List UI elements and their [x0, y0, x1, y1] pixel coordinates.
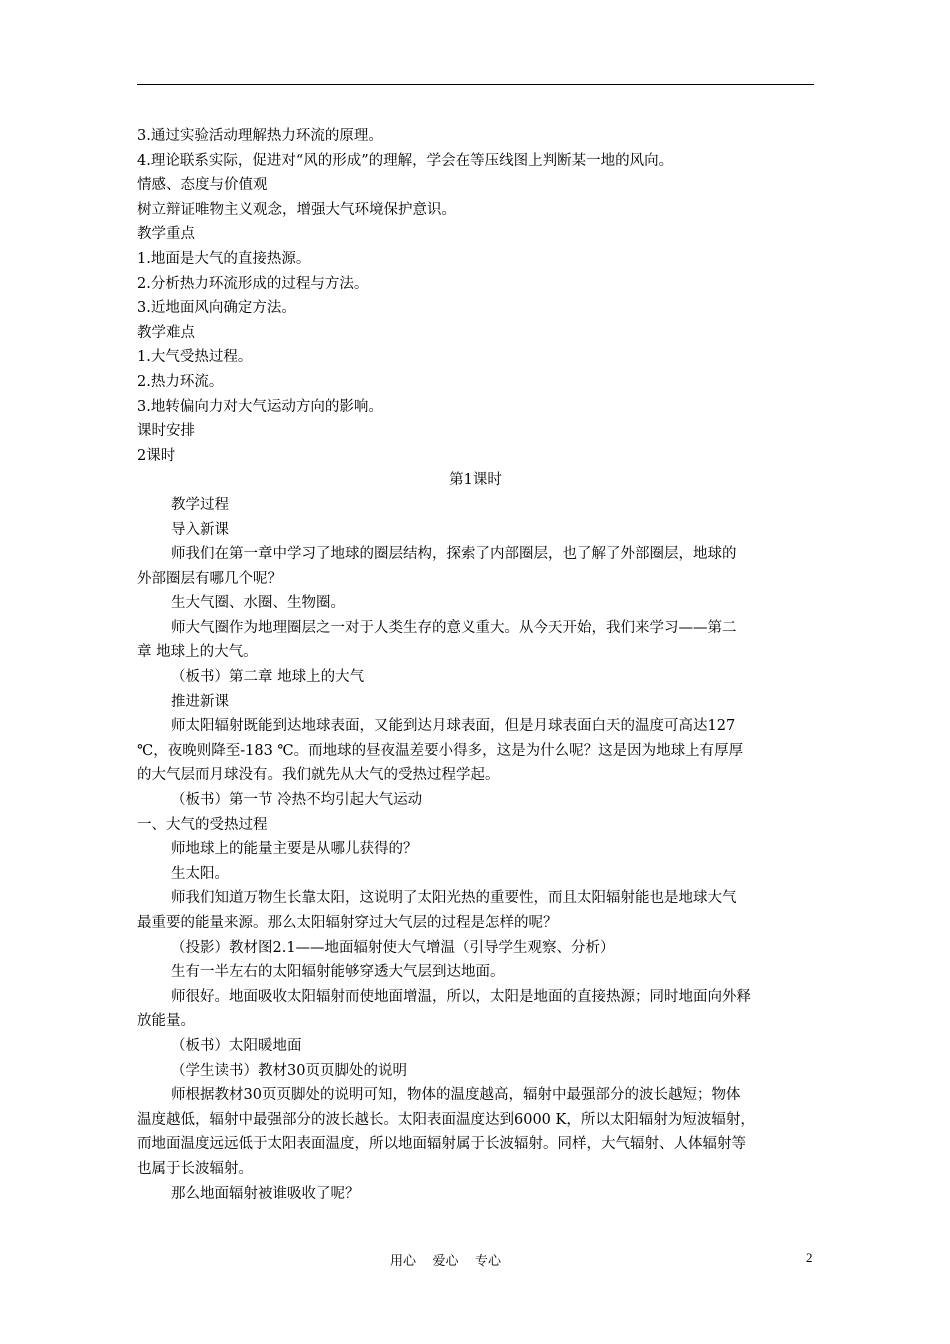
text-line: （板书）第一节 冷热不均引起大气运动	[171, 792, 423, 809]
text-line: 一、大气的受热过程	[137, 816, 268, 833]
text-line: ℃，夜晚则降至-183 ℃。而地球的昼夜温差要小得多，这是为什么呢？这是因为地球上有厚厚	[137, 742, 744, 759]
text-line: （板书）太阳暖地面	[171, 1037, 302, 1054]
text-line: 3.近地面风向确定方法。	[137, 300, 296, 317]
text-line: 温度越低，辐射中最强部分的波长越长。太阳表面温度达到6000 K，所以太阳辐射为短波辐射，	[137, 1111, 755, 1128]
text-line: 最重要的能量来源。那么太阳辐射穿过大气层的过程是怎样的呢？	[137, 915, 558, 931]
text-line: 2.热力环流。	[137, 373, 224, 390]
text-line: 而地面温度远远低于太阳表面温度，所以地面辐射属于长波辐射。同样，大气辐射、人体辐射等	[137, 1136, 746, 1153]
text-line: 师大气圈作为地理圈层之一对于人类生存的意义重大。从今天开始，我们来学习——第二	[171, 619, 737, 636]
text-line: 3.地转偏向力对大气运动方向的影响。	[137, 398, 383, 415]
text-line: 师太阳辐射既能到达地球表面，又能到达月球表面，但是月球表面白天的温度可高达127	[171, 718, 736, 735]
text-line: 2课时	[137, 447, 176, 464]
text-line: 1.地面是大气的直接热源。	[137, 250, 311, 267]
text-line: 推进新课	[171, 693, 229, 710]
text-line: 3.通过实验活动理解热力环流的原理。	[137, 128, 383, 144]
text-line: 树立辩证唯物主义观念，增强大气环境保护意识。	[137, 201, 456, 218]
text-line: 教学重点	[137, 226, 195, 243]
text-line: 生有一半左右的太阳辐射能够穿透大气层到达地面。	[171, 964, 505, 981]
header-rule	[137, 84, 814, 85]
text-line: 师根据教材30页页脚处的说明可知，物体的温度越高，辐射中最强部分的波长越短；物体	[171, 1087, 741, 1104]
text-line: 教学过程	[171, 496, 229, 513]
text-line: 2.分析热力环流形成的过程与方法。	[137, 275, 369, 292]
text-line: （学生读书）教材30页页脚处的说明	[171, 1062, 407, 1079]
text-line: 师地球上的能量主要是从哪儿获得的？	[171, 841, 418, 858]
text-line: 章 地球上的大气。	[137, 644, 258, 661]
text-line: 4.理论联系实际，促进对“风的形成”的理解，学会在等压线图上判断某一地的风向。	[137, 152, 674, 169]
footer-text: 用心 爱心 专心	[390, 1254, 502, 1269]
page-footer	[0, 1250, 950, 1270]
text-line: 放能量。	[137, 1013, 195, 1030]
text-line: 情感、态度与价值观	[137, 177, 268, 194]
text-line: 师我们知道万物生长靠太阳，这说明了太阳光热的重要性，而且太阳辐射能也是地球大气	[171, 890, 737, 907]
page-number: 2	[806, 1250, 813, 1265]
document-body	[137, 124, 814, 1206]
text-line: 1.大气受热过程。	[137, 349, 253, 366]
text-line: 也属于长波辐射。	[137, 1160, 253, 1177]
text-line: 师很好。地面吸收太阳辐射而使地面增温，所以，太阳是地面的直接热源；同时地面向外释	[171, 988, 751, 1005]
text-line: 导入新课	[171, 521, 229, 538]
text-line: 外部圈层有哪几个呢？	[137, 570, 282, 587]
text-line: 课时安排	[137, 423, 195, 440]
text-line: 教学难点	[137, 324, 195, 341]
text-line: 生太阳。	[171, 865, 229, 882]
text-line: 的大气层而月球没有。我们就先从大气的受热过程学起。	[137, 767, 500, 784]
text-line: （投影）教材图2.1——地面辐射使大气增温（引导学生观察、分析）	[171, 939, 615, 956]
text-line: 师我们在第一章中学习了地球的圈层结构，探索了内部圈层，也了解了外部圈层，地球的	[171, 546, 737, 563]
section-heading: 第1课时	[449, 472, 502, 489]
text-line: （板书）第二章 地球上的大气	[171, 669, 365, 686]
text-line: 那么地面辐射被谁吸收了呢？	[171, 1185, 360, 1202]
text-line: 生大气圈、水圈、生物圈。	[171, 595, 345, 612]
